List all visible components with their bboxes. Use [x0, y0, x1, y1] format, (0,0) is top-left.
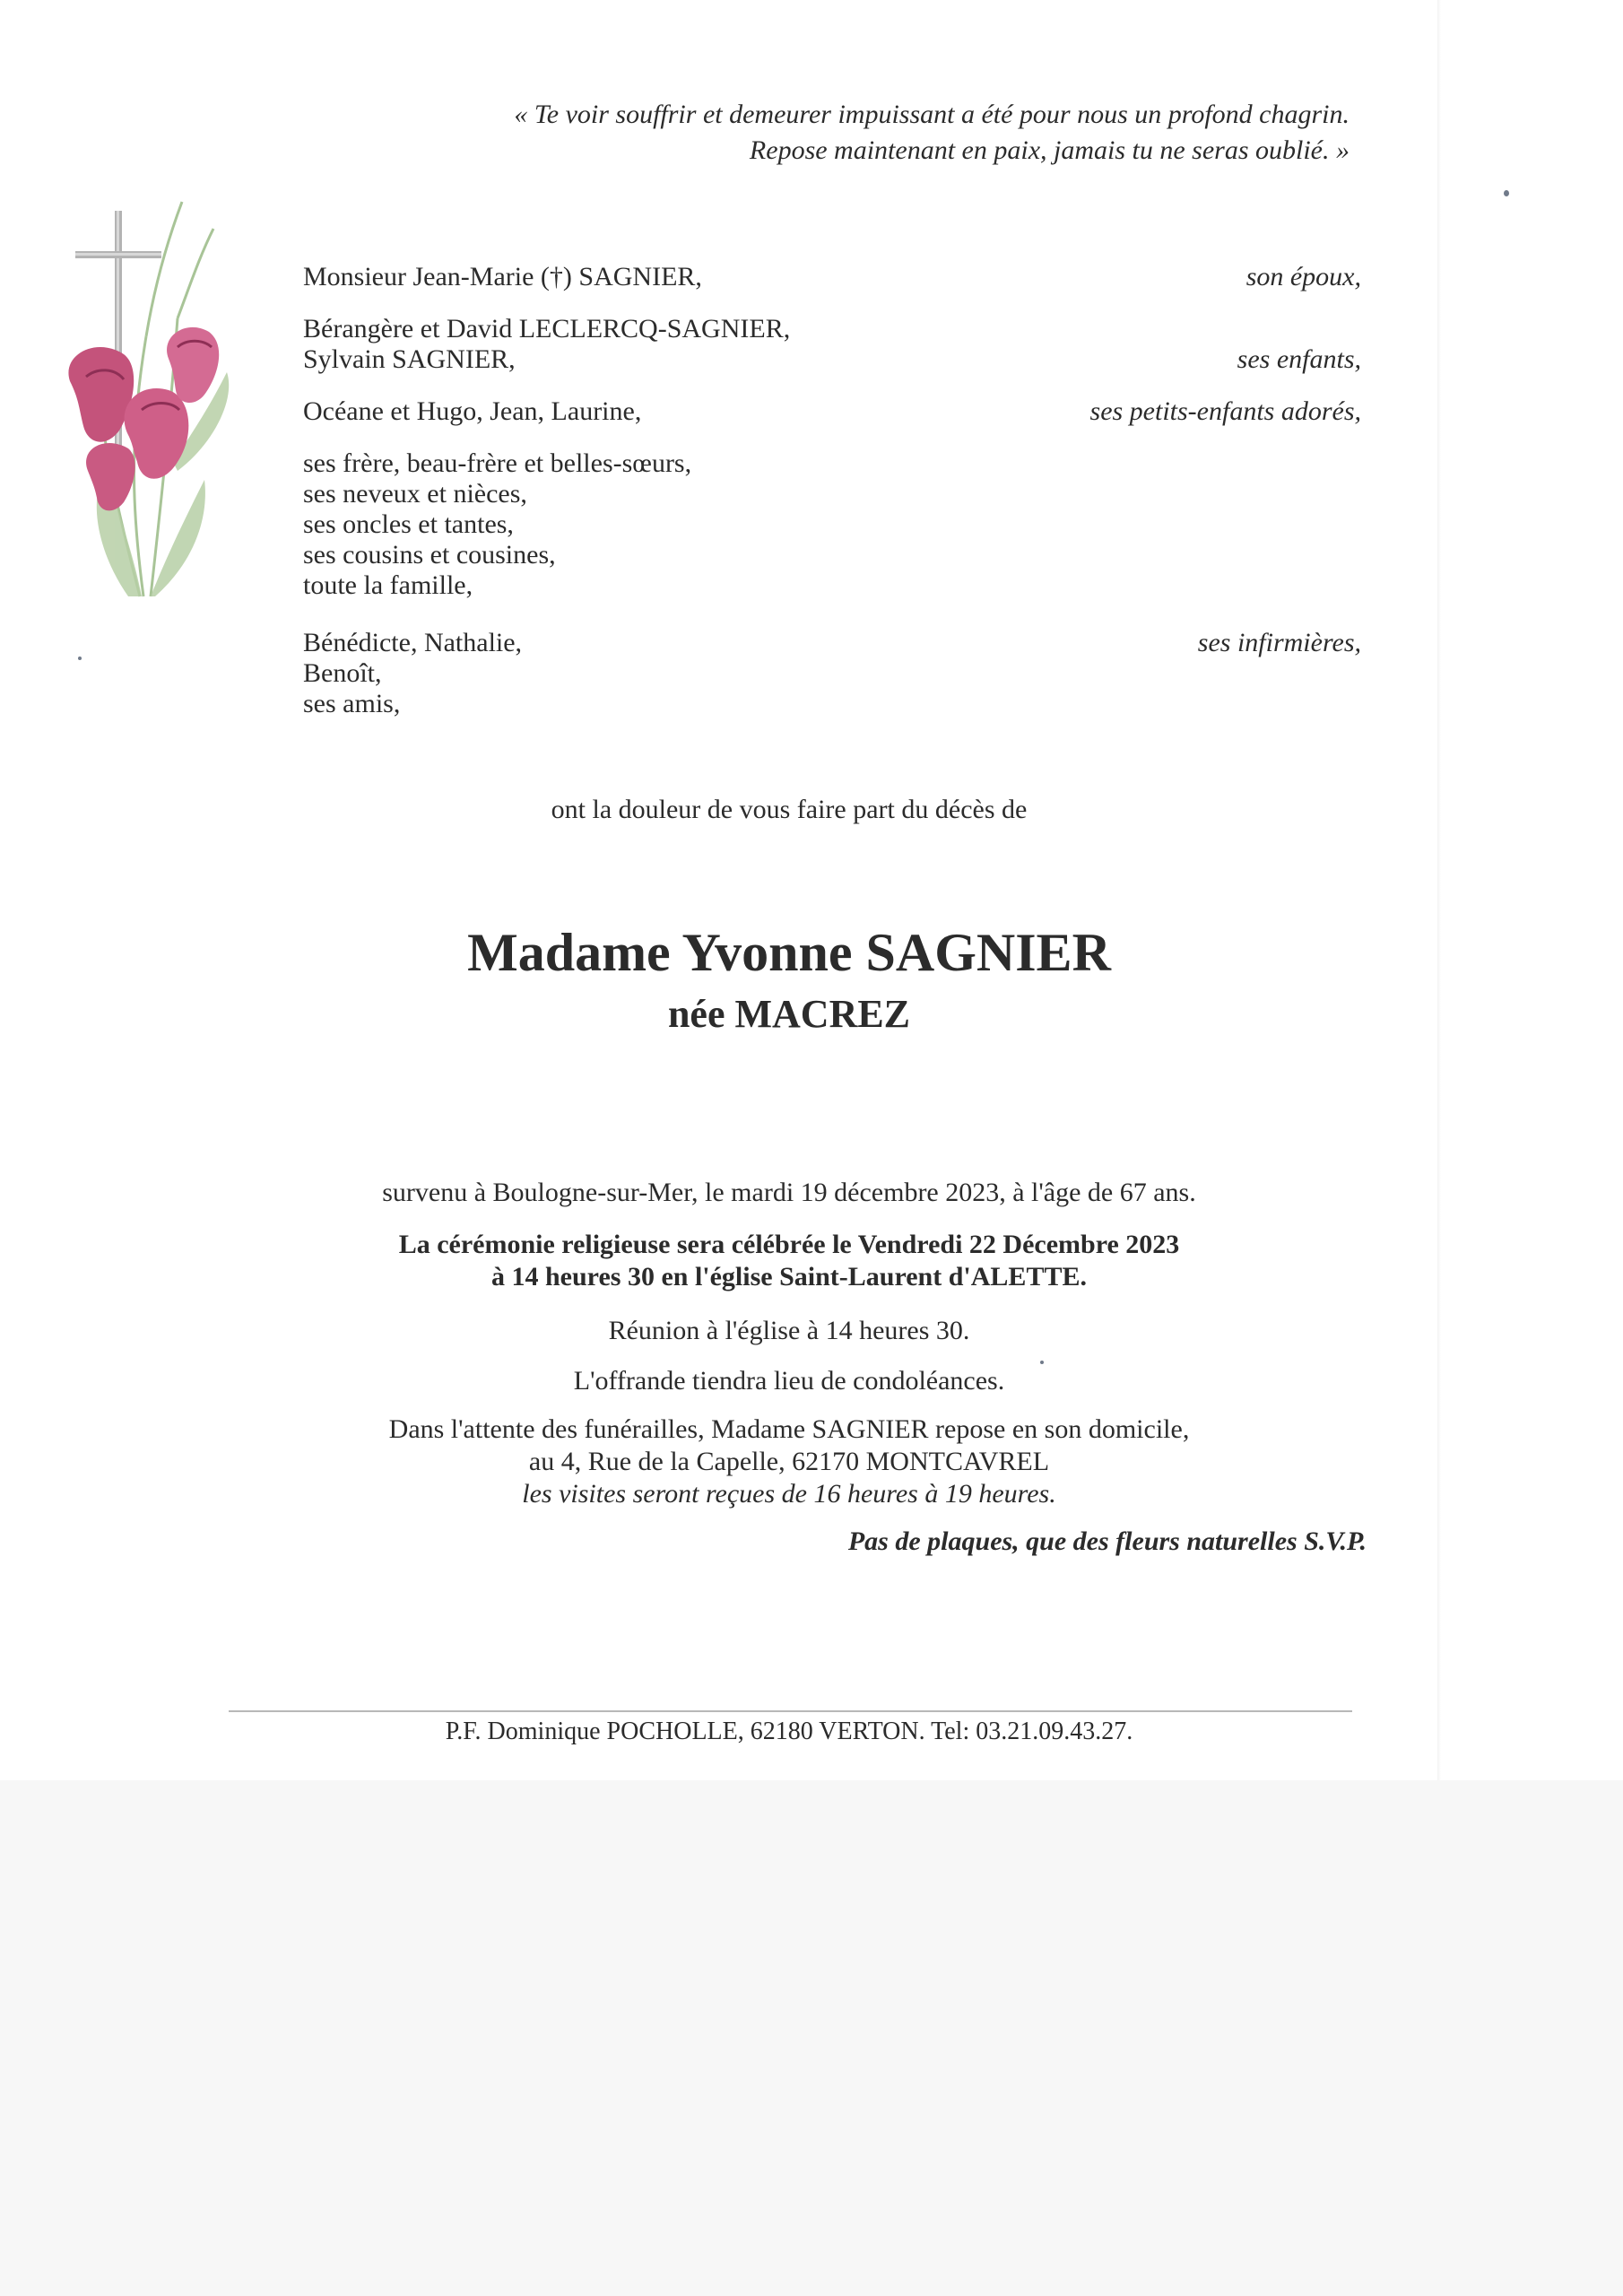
resting-place-line-2: au 4, Rue de la Capelle, 62170 MONTCAVREL	[528, 1447, 1050, 1476]
family-names: Océane et Hugo, Jean, Laurine,	[303, 396, 642, 426]
scan-speck	[1040, 1361, 1044, 1364]
death-details: survenu à Boulogne-sur-Mer, le mardi 19 décembre 2023, à l'âge de 67 ans.	[382, 1178, 1196, 1207]
family-row-nurses-friends	[303, 628, 1361, 719]
quote	[514, 97, 1350, 169]
family-role: ses petits-enfants adorés,	[1089, 396, 1361, 426]
family-names: toute la famille,	[303, 570, 473, 600]
maiden-name: née MACREZ	[667, 992, 911, 1036]
family-row-grandchildren	[303, 396, 1361, 427]
family-names: ses oncles et tantes,	[303, 509, 514, 539]
family-names: Monsieur Jean-Marie (†) SAGNIER,	[303, 262, 702, 291]
scan-speck	[78, 657, 82, 660]
scan-edge	[1437, 0, 1441, 1780]
family-role: son époux,	[1245, 262, 1361, 291]
resting-place-line-1: Dans l'attente des funérailles, Madame SAGNIER repose en son domicile,	[388, 1414, 1190, 1444]
scanner-background	[0, 1780, 1623, 2296]
visits-info: les visites seront reçues de 16 heures à 19 heures.	[522, 1479, 1056, 1509]
ceremony-line-1: La cérémonie religieuse sera célébrée le Vendredi 22 Décembre 2023	[398, 1230, 1180, 1259]
flowers-note: Pas de plaques, que des fleurs naturelles S.V.P.	[847, 1526, 1367, 1556]
family-names: ses cousins et cousines,	[303, 540, 556, 570]
family-names: ses amis,	[303, 689, 401, 718]
family-role: ses enfants,	[1237, 344, 1361, 374]
deceased-name: Madame Yvonne SAGNIER	[467, 923, 1111, 982]
family-names: Bérangère et David LECLERCQ-SAGNIER,	[303, 314, 791, 344]
family-row-spouse	[303, 262, 1361, 292]
family-names: ses neveux et nièces,	[303, 479, 527, 509]
ceremony-line-2: à 14 heures 30 en l'église Saint-Laurent d'ALETTE.	[491, 1262, 1087, 1292]
meeting-info: Réunion à l'église à 14 heures 30.	[608, 1316, 970, 1345]
family-names: Bénédicte, Nathalie,	[303, 628, 523, 657]
quote-line-1: « Te voir souffrir et demeurer impuissant a été pour nous un profond chagrin.	[514, 100, 1350, 129]
footer-divider	[229, 1710, 1352, 1712]
family-names: ses frère, beau-frère et belles-sœurs,	[303, 448, 692, 478]
family-row-extended	[303, 448, 1361, 601]
family-names: Sylvain SAGNIER,	[303, 344, 516, 374]
scan-speck	[1504, 190, 1509, 196]
offering-info: L'offrande tiendra lieu de condoléances.	[573, 1366, 1005, 1396]
family-role: ses infirmières,	[1197, 628, 1361, 657]
family-names: Benoît,	[303, 658, 382, 688]
family-row-children	[303, 314, 1361, 375]
funeral-home-footer: P.F. Dominique POCHOLLE, 62180 VERTON. Tel: 03.21.09.43.27.	[445, 1718, 1133, 1745]
announcement: ont la douleur de vous faire part du décès de	[551, 795, 1028, 824]
cross-and-calla-lilies-illustration	[43, 175, 249, 641]
quote-line-2: Repose maintenant en paix, jamais tu ne seras oublié. »	[749, 135, 1350, 165]
